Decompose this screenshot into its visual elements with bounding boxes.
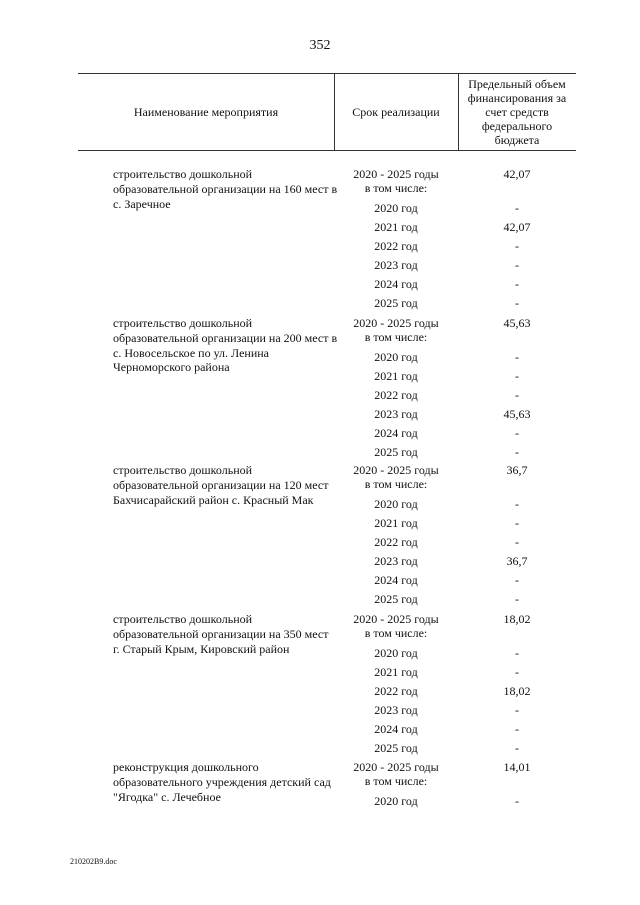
document-footer: 210202B9.doc [70, 857, 117, 866]
period-year: 2023 год [374, 407, 418, 421]
period-included: в том числе: [364, 330, 428, 344]
amount-year: - [515, 516, 519, 530]
period-included: в том числе: [364, 181, 428, 195]
period-year: 2024 год [374, 722, 418, 736]
amount-total: 42,07 [503, 167, 531, 181]
period-year: 2023 год [374, 703, 418, 717]
period-year: 2020 год [374, 794, 418, 808]
period-year: 2021 год [374, 516, 418, 530]
period-year: 2023 год [374, 258, 418, 272]
amount-year: - [515, 646, 519, 660]
amount-year: - [515, 665, 519, 679]
period-year: 2020 год [374, 350, 418, 364]
header-period: Срок реализации [352, 105, 440, 119]
measure-name: реконструкция дошкольного образовательного учреждения детский сад "Ягодка" с. Лечебное [113, 760, 331, 804]
amount-year: 42,07 [503, 220, 531, 234]
header-name: Наименование мероприятия [133, 105, 279, 119]
amount-year: - [515, 592, 519, 606]
amount-year: - [515, 350, 519, 364]
period-year: 2021 год [374, 220, 418, 234]
amount-year: - [515, 445, 519, 459]
period-included: в том числе: [364, 626, 428, 640]
amount-year: - [515, 201, 519, 215]
amount-year: - [515, 369, 519, 383]
measure-name: строительство дошкольной образовательной организации на 160 мест в с. Заречное [113, 167, 338, 211]
table-header-rule [78, 150, 576, 151]
period-total: 2020 - 2025 годы [353, 760, 439, 774]
page-number: 352 [309, 38, 331, 53]
period-total: 2020 - 2025 годы [353, 167, 439, 181]
measure-name: строительство дошкольной образовательной организации на 200 мест в с. Новосельское по ул. Ленина Черноморского района [113, 316, 338, 375]
period-year: 2020 год [374, 497, 418, 511]
period-year: 2024 год [374, 573, 418, 587]
period-year: 2025 год [374, 741, 418, 755]
period-year: 2021 год [374, 369, 418, 383]
period-total: 2020 - 2025 годы [353, 316, 439, 330]
period-included: в том числе: [364, 774, 428, 788]
amount-year: - [515, 296, 519, 310]
measure-name: строительство дошкольной образовательной организации на 120 мест Бахчисарайский район с. Красный Мак [113, 463, 329, 507]
period-year: 2021 год [374, 665, 418, 679]
amount-year: 36,7 [506, 554, 528, 568]
amount-year: - [515, 426, 519, 440]
amount-total: 45,63 [503, 316, 531, 330]
period-year: 2024 год [374, 426, 418, 440]
amount-year: - [515, 258, 519, 272]
period-total: 2020 - 2025 годы [353, 463, 439, 477]
amount-year: - [515, 388, 519, 402]
amount-year: 18,02 [503, 684, 531, 698]
period-year: 2024 год [374, 277, 418, 291]
period-year: 2022 год [374, 388, 418, 402]
period-year: 2020 год [374, 201, 418, 215]
amount-total: 36,7 [506, 463, 528, 477]
period-year: 2025 год [374, 296, 418, 310]
period-year: 2025 год [374, 592, 418, 606]
amount-year: - [515, 535, 519, 549]
amount-year: - [515, 722, 519, 736]
amount-year: - [515, 794, 519, 808]
period-year: 2025 год [374, 445, 418, 459]
period-year: 2022 год [374, 684, 418, 698]
amount-year: - [515, 239, 519, 253]
amount-year: - [515, 703, 519, 717]
period-year: 2023 год [374, 554, 418, 568]
amount-total: 18,02 [503, 612, 531, 626]
period-included: в том числе: [364, 477, 428, 491]
measure-name: строительство дошкольной образовательной организации на 350 мест г. Старый Крым, Кировский район [113, 612, 329, 656]
amount-year: 45,63 [503, 407, 531, 421]
header-limit: Предельный объем финансирования за счет средств федерального бюджета [467, 77, 567, 147]
amount-year: - [515, 741, 519, 755]
period-total: 2020 - 2025 годы [353, 612, 439, 626]
amount-year: - [515, 497, 519, 511]
period-year: 2020 год [374, 646, 418, 660]
period-year: 2022 год [374, 239, 418, 253]
amount-year: - [515, 573, 519, 587]
amount-total: 14,01 [503, 760, 531, 774]
period-year: 2022 год [374, 535, 418, 549]
amount-year: - [515, 277, 519, 291]
